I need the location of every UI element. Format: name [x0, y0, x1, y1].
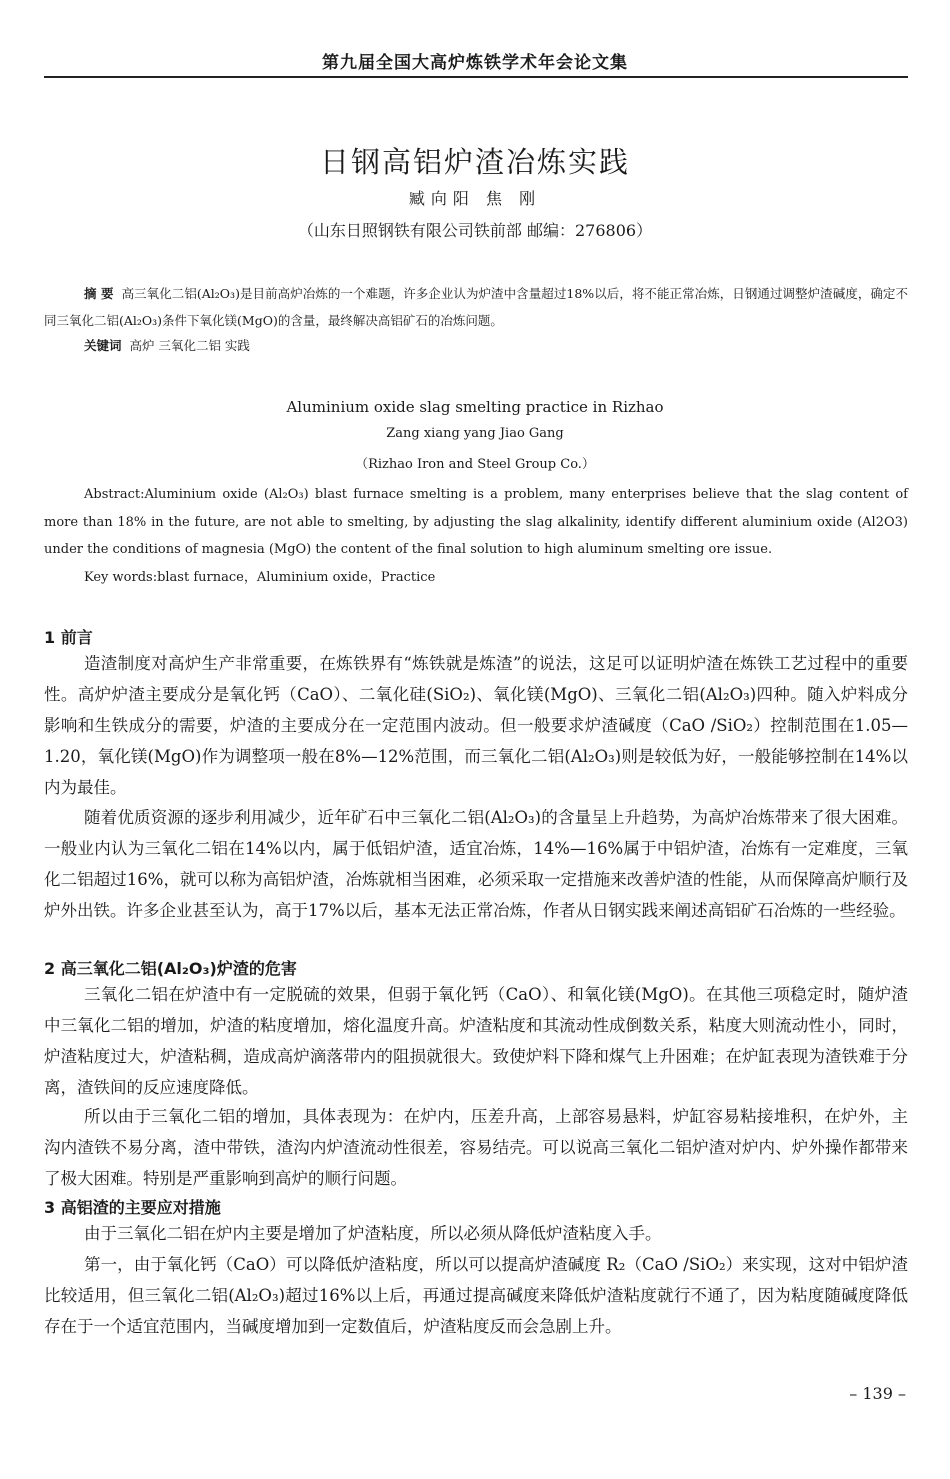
- english-abstract-text: Aluminium oxide (Al₂O₃) blast furnace smelting is a problem, many enterprises believe that the slag content of more than 18% in the future, are not able to smelting, by adjusting the slag alkalinity, identify different aluminium oxide (Al2O3) under the conditions of magnesia (MgO) the content of the final solution to high aluminum smelting ore issue.: [44, 487, 908, 557]
- body-paragraph: 随着优质资源的逐步利用减少，近年矿石中三氧化二铝(Al₂O₃)的含量呈上升趋势，为高炉冶炼带来了很大困难。一般业内认为三氧化二铝在14%以内，属于低铝炉渣，适宜冶炼，14%—16%属于中铝炉渣，冶炼有一定难度，三氧化二铝超过16%，就可以称为高铝炉渣，冶炼就相当困难，必须采取一定措施来改善炉渣的性能，从而保障高炉顺行及炉外出铁。许多企业甚至认为，高于17%以后，基本无法正常冶炼，作者从日钢实践来阐述高铝矿石冶炼的一些经验。: [44, 808, 908, 920]
- section-heading: 3 高铝渣的主要应对措施: [44, 1198, 221, 1217]
- keywords: [84, 336, 250, 354]
- english-abstract-label: Abstract:: [84, 487, 145, 502]
- abstract-label: 摘 要: [84, 286, 114, 301]
- keywords-text: 高炉 三氧化二铝 实践: [129, 338, 250, 353]
- english-authors: Zang xiang yang Jiao Gang: [386, 426, 564, 441]
- english-keywords: [84, 566, 435, 585]
- body-paragraph: 所以由于三氧化二铝的增加，具体表现为：在炉内，压差升高，上部容易悬料，炉缸容易粘接堆积，在炉外，主沟内渣铁不易分离，渣中带铁，渣沟内炉渣流动性很差，容易结壳。可以说高三氧化二铝炉渣对炉内、炉外操作都带来了极大困难。特别是严重影响到高炉的顺行问题。: [44, 1107, 908, 1188]
- keywords-label: 关键词: [84, 338, 122, 353]
- authors: 臧向阳 焦 刚: [408, 189, 542, 208]
- body-paragraph: 第一，由于氧化钙（CaO）可以降低炉渣粘度，所以可以提高炉渣碱度 R₂（CaO /SiO₂）来实现，这对中铝炉渣比较适用，但三氧化二铝(Al₂O₃)超过16%以上后，再通过提高碱度来降低炉渣粘度就行不通了，因为粘度随碱度降低存在于一个适宜范围内，当碱度增加到一定数值后，炉渣粘度反而会急剧上升。: [44, 1255, 908, 1336]
- english-affiliation: （Rizhao Iron and Steel Group Co.）: [355, 457, 595, 472]
- affiliation: （山东日照钢铁有限公司铁前部 邮编：276806）: [297, 221, 653, 240]
- header-rule: [44, 76, 908, 78]
- abstract-text: 高三氧化二铝(Al₂O₃)是目前高炉冶炼的一个难题，许多企业认为炉渣中含量超过18%以后，将不能正常冶炼，日钢通过调整炉渣碱度，确定不同三氧化二铝(Al₂O₃)条件下氧化镁(MgO)的含量，最终解决高铝矿石的冶炼问题。: [44, 286, 908, 328]
- body-paragraph: 由于三氧化二铝在炉内主要是增加了炉渣粘度，所以必须从降低炉渣粘度入手。: [84, 1224, 662, 1243]
- body-paragraph: 三氧化二铝在炉渣中有一定脱硫的效果，但弱于氧化钙（CaO）、和氧化镁(MgO)。在其他三项稳定时，随炉渣中三氧化二铝的增加，炉渣的粘度增加，熔化温度升高。炉渣粘度和其流动性成倒数关系，粘度大则流动性小，同时，炉渣粘度过大，炉渣粘稠，造成高炉滴落带内的阻损就很大。致使炉料下降和煤气上升困难；在炉缸表现为渣铁难于分离，渣铁间的反应速度降低。: [44, 985, 908, 1097]
- running-head: 第九届全国大高炉炼铁学术年会论文集: [322, 53, 628, 73]
- body-paragraph: 造渣制度对高炉生产非常重要，在炼铁界有“炼铁就是炼渣”的说法，这足可以证明炉渣在炼铁工艺过程中的重要性。高炉炉渣主要成分是氧化钙（CaO）、二氧化硅(SiO₂)、氧化镁(MgO)、三氧化二铝(Al₂O₃)四种。随入炉料成分影响和生铁成分的需要，炉渣的主要成分在一定范围内波动。但一般要求炉渣碱度（CaO /SiO₂）控制范围在1.05—1.20，氧化镁(MgO)作为调整项一般在8%—12%范围，而三氧化二铝(Al₂O₃)则是较低为好，一般能够控制在14%以内为最佳。: [44, 654, 908, 797]
- section-heading: 1 前言: [44, 628, 93, 647]
- section-heading: 2 高三氧化二铝(Al₂O₃)炉渣的危害: [44, 959, 297, 978]
- paper-title: 日钢高铝炉渣冶炼实践: [319, 145, 630, 179]
- english-keywords-label: Key words:: [84, 570, 158, 585]
- abstract: [44, 280, 908, 334]
- english-title: Aluminium oxide slag smelting practice in Rizhao: [286, 398, 664, 416]
- page-number: – 139 –: [849, 1384, 906, 1403]
- english-abstract: [44, 481, 908, 564]
- english-keywords-text: blast furnace，Aluminium oxide，Practice: [157, 570, 436, 585]
